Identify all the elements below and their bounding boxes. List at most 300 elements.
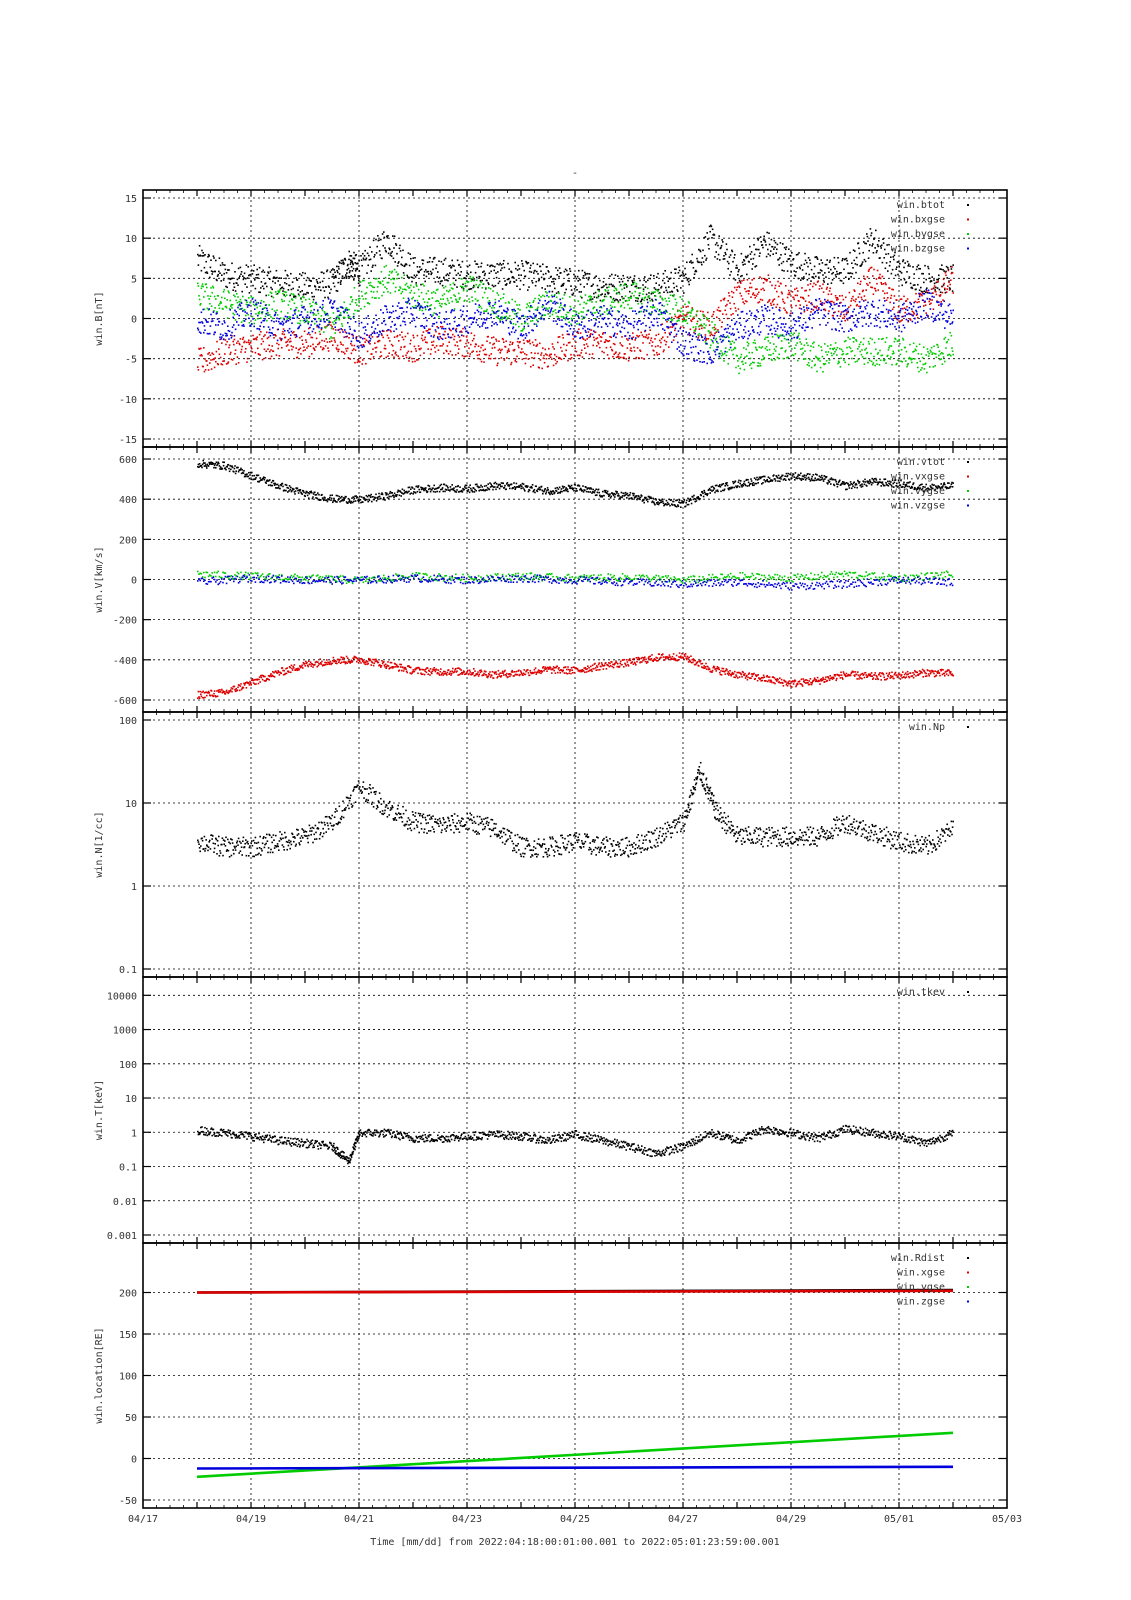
data-point: [753, 329, 755, 331]
data-point: [829, 288, 831, 290]
data-point: [690, 315, 692, 317]
data-point: [514, 281, 516, 283]
panels: [94, 190, 1022, 1525]
data-point: [237, 307, 239, 309]
data-point: [255, 319, 257, 321]
data-point: [587, 273, 589, 275]
data-point: [202, 252, 204, 254]
data-point: [705, 336, 707, 338]
data-point: [932, 352, 934, 354]
data-point: [375, 315, 377, 317]
data-point: [834, 351, 836, 353]
data-point: [409, 253, 411, 255]
data-point: [875, 290, 877, 292]
data-point: [416, 274, 418, 276]
data-point: [779, 310, 781, 312]
data-point: [661, 298, 663, 300]
data-point: [243, 337, 245, 339]
data-point: [335, 329, 337, 331]
data-point: [627, 285, 629, 287]
data-point: [883, 257, 885, 259]
data-point: [724, 351, 726, 353]
data-point: [529, 267, 531, 269]
data-point: [429, 257, 431, 259]
data-point: [331, 326, 333, 328]
data-point: [359, 275, 361, 277]
data-point: [658, 334, 660, 336]
data-point: [647, 280, 649, 282]
data-point: [224, 264, 226, 266]
data-point: [311, 321, 313, 323]
data-point: [336, 308, 338, 310]
data-point: [328, 350, 330, 352]
data-point: [284, 282, 286, 284]
data-point: [796, 295, 798, 297]
data-point: [906, 366, 908, 368]
data-point: [312, 301, 314, 303]
data-point: [791, 307, 793, 309]
data-point: [462, 261, 464, 263]
data-point: [817, 272, 819, 274]
data-point: [249, 322, 251, 324]
data-point: [748, 335, 750, 337]
data-point: [323, 348, 325, 350]
data-point: [359, 361, 361, 363]
data-point: [716, 242, 718, 244]
data-point: [425, 317, 427, 319]
data-point: [780, 242, 782, 244]
data-point: [382, 337, 384, 339]
data-point: [556, 361, 558, 363]
data-point: [791, 252, 793, 254]
data-point: [260, 331, 262, 333]
data-point: [348, 337, 350, 339]
data-point: [634, 321, 636, 323]
data-point: [682, 313, 684, 315]
data-point: [294, 303, 296, 305]
data-point: [346, 332, 348, 334]
data-point: [778, 285, 780, 287]
data-point: [447, 334, 449, 336]
data-point: [226, 299, 228, 301]
data-point: [250, 302, 252, 304]
data-point: [489, 342, 491, 344]
data-point: [427, 262, 429, 264]
data-point: [925, 354, 927, 356]
data-point: [849, 338, 851, 340]
data-point: [306, 280, 308, 282]
data-point: [454, 317, 456, 319]
data-point: [804, 350, 806, 352]
data-point: [763, 236, 765, 238]
data-point: [265, 313, 267, 315]
data-point: [913, 312, 915, 314]
data-point: [480, 281, 482, 283]
data-point: [888, 347, 890, 349]
data-point: [239, 344, 241, 346]
data-point: [885, 268, 887, 270]
data-point: [613, 302, 615, 304]
data-point: [760, 289, 762, 291]
data-point: [290, 273, 292, 275]
data-point: [209, 362, 211, 364]
data-point: [381, 271, 383, 273]
data-point: [250, 325, 252, 327]
data-point: [787, 297, 789, 299]
data-point: [510, 364, 512, 366]
data-point: [694, 333, 696, 335]
data-point: [870, 228, 872, 230]
data-point: [234, 310, 236, 312]
data-point: [373, 256, 375, 258]
data-point: [396, 253, 398, 255]
data-point: [406, 352, 408, 354]
data-point: [817, 280, 819, 282]
data-point: [566, 345, 568, 347]
data-point: [496, 292, 498, 294]
data-point: [871, 267, 873, 269]
data-point: [403, 311, 405, 313]
data-point: [242, 296, 244, 298]
data-point: [410, 308, 412, 310]
data-point: [763, 282, 765, 284]
data-point: [595, 301, 597, 303]
data-point: [292, 288, 294, 290]
data-point: [783, 358, 785, 360]
data-point: [210, 267, 212, 269]
data-point: [786, 339, 788, 341]
data-point: [633, 279, 635, 281]
data-point: [327, 324, 329, 326]
data-point: [217, 275, 219, 277]
data-point: [774, 328, 776, 330]
data-point: [380, 309, 382, 311]
data-point: [589, 336, 591, 338]
data-point: [781, 291, 783, 293]
data-point: [619, 342, 621, 344]
data-point: [694, 360, 696, 362]
data-point: [323, 273, 325, 275]
data-point: [348, 251, 350, 253]
data-point: [744, 260, 746, 262]
data-point: [426, 293, 428, 295]
data-point: [224, 322, 226, 324]
data-point: [205, 320, 207, 322]
data-point: [676, 302, 678, 304]
data-point: [350, 343, 352, 345]
data-point: [946, 291, 948, 293]
data-point: [741, 336, 743, 338]
data-point: [299, 273, 301, 275]
data-point: [219, 308, 221, 310]
data-point: [534, 353, 536, 355]
data-point: [673, 294, 675, 296]
data-point: [373, 331, 375, 333]
data-point: [242, 338, 244, 340]
data-point: [754, 297, 756, 299]
data-point: [242, 310, 244, 312]
data-point: [935, 291, 937, 293]
data-point: [353, 316, 355, 318]
data-point: [499, 321, 501, 323]
data-point: [547, 309, 549, 311]
data-point: [266, 320, 268, 322]
data-point: [828, 310, 830, 312]
data-point: [556, 323, 558, 325]
data-point: [203, 296, 205, 298]
data-point: [611, 274, 613, 276]
data-point: [397, 273, 399, 275]
data-point: [573, 338, 575, 340]
data-point: [468, 342, 470, 344]
data-point: [675, 323, 677, 325]
data-point: [354, 345, 356, 347]
data-point: [340, 280, 342, 282]
data-point: [808, 257, 810, 259]
data-point: [891, 295, 893, 297]
data-point: [843, 299, 845, 301]
data-point: [540, 313, 542, 315]
data-point: [423, 326, 425, 328]
data-point: [599, 310, 601, 312]
data-point: [562, 285, 564, 287]
data-point: [448, 328, 450, 330]
data-point: [683, 355, 685, 357]
data-point: [923, 305, 925, 307]
data-point: [813, 283, 815, 285]
data-point: [339, 262, 341, 264]
data-point: [352, 334, 354, 336]
data-point: [249, 305, 251, 307]
data-point: [912, 288, 914, 290]
data-point: [896, 363, 898, 365]
data-point: [565, 350, 567, 352]
data-point: [657, 273, 659, 275]
data-point: [941, 286, 943, 288]
data-point: [474, 261, 476, 263]
data-point: [338, 310, 340, 312]
data-point: [544, 296, 546, 298]
data-point: [637, 300, 639, 302]
data-point: [272, 327, 274, 329]
data-point: [349, 358, 351, 360]
data-point: [555, 320, 557, 322]
data-point: [451, 301, 453, 303]
data-point: [726, 243, 728, 245]
data-point: [691, 352, 693, 354]
data-point: [497, 317, 499, 319]
data-point: [707, 312, 709, 314]
data-point: [725, 347, 727, 349]
data-point: [263, 301, 265, 303]
data-point: [606, 284, 608, 286]
data-point: [301, 275, 303, 277]
data-point: [717, 245, 719, 247]
data-point: [403, 297, 405, 299]
data-point: [432, 325, 434, 327]
data-point: [885, 341, 887, 343]
data-point: [726, 249, 728, 251]
data-point: [400, 349, 402, 351]
data-point: [550, 354, 552, 356]
data-point: [860, 341, 862, 343]
data-point: [559, 299, 561, 301]
data-point: [369, 336, 371, 338]
data-point: [352, 350, 354, 352]
data-point: [643, 358, 645, 360]
data-point: [276, 270, 278, 272]
data-point: [544, 349, 546, 351]
data-point: [592, 315, 594, 317]
data-point: [783, 336, 785, 338]
data-point: [322, 304, 324, 306]
data-point: [538, 367, 540, 369]
data-point: [732, 328, 734, 330]
data-point: [721, 245, 723, 247]
data-point: [585, 273, 587, 275]
data-point: [951, 266, 953, 268]
data-point: [292, 346, 294, 348]
data-point: [198, 329, 200, 331]
data-point: [827, 345, 829, 347]
data-point: [665, 287, 667, 289]
data-point: [919, 361, 921, 363]
data-point: [738, 331, 740, 333]
data-point: [698, 353, 700, 355]
data-point: [779, 257, 781, 259]
data-point: [733, 303, 735, 305]
data-point: [519, 289, 521, 291]
data-point: [645, 330, 647, 332]
data-point: [683, 292, 685, 294]
data-point: [495, 358, 497, 360]
data-point: [495, 299, 497, 301]
data-point: [549, 316, 551, 318]
data-point: [848, 306, 850, 308]
data-point: [225, 344, 227, 346]
data-point: [709, 357, 711, 359]
data-point: [509, 344, 511, 346]
data-point: [679, 316, 681, 318]
data-point: [655, 346, 657, 348]
data-point: [797, 290, 799, 292]
data-point: [462, 314, 464, 316]
data-point: [830, 344, 832, 346]
data-point: [668, 286, 670, 288]
data-point: [208, 369, 210, 371]
data-point: [259, 292, 261, 294]
data-point: [418, 345, 420, 347]
data-point: [569, 342, 571, 344]
data-point: [665, 344, 667, 346]
data-point: [304, 331, 306, 333]
data-point: [627, 304, 629, 306]
data-point: [322, 310, 324, 312]
data-point: [939, 289, 941, 291]
data-point: [718, 235, 720, 237]
data-point: [533, 272, 535, 274]
data-point: [864, 259, 866, 261]
data-point: [516, 316, 518, 318]
data-point: [943, 356, 945, 358]
data-point: [465, 343, 467, 345]
data-point: [478, 285, 480, 287]
data-point: [592, 284, 594, 286]
data-point: [580, 284, 582, 286]
data-point: [508, 327, 510, 329]
data-point: [652, 300, 654, 302]
data-point: [277, 340, 279, 342]
data-point: [845, 297, 847, 299]
data-point: [468, 298, 470, 300]
data-point: [237, 356, 239, 358]
data-point: [273, 351, 275, 353]
data-point: [429, 332, 431, 334]
data-point: [490, 271, 492, 273]
data-point: [703, 316, 705, 318]
data-point: [401, 313, 403, 315]
data-point: [283, 300, 285, 302]
data-point: [201, 312, 203, 314]
data-point: [270, 358, 272, 360]
data-point: [663, 318, 665, 320]
data-point: [330, 289, 332, 291]
data-point: [402, 307, 404, 309]
data-point: [718, 356, 720, 358]
data-point: [714, 335, 716, 337]
data-point: [688, 353, 690, 355]
data-point: [218, 348, 220, 350]
data-point: [667, 318, 669, 320]
data-point: [898, 339, 900, 341]
data-point: [410, 340, 412, 342]
data-point: [676, 286, 678, 288]
data-point: [717, 309, 719, 311]
data-point: [261, 343, 263, 345]
data-point: [625, 316, 627, 318]
data-point: [322, 300, 324, 302]
data-point: [310, 324, 312, 326]
data-point: [904, 347, 906, 349]
data-point: [468, 273, 470, 275]
data-point: [670, 278, 672, 280]
data-point: [781, 347, 783, 349]
data-point: [796, 342, 798, 344]
data-point: [519, 304, 521, 306]
data-point: [337, 282, 339, 284]
data-point: [388, 253, 390, 255]
data-point: [757, 362, 759, 364]
data-point: [526, 307, 528, 309]
data-point: [348, 309, 350, 311]
data-point: [348, 315, 350, 317]
data-point: [578, 313, 580, 315]
data-point: [477, 358, 479, 360]
data-point: [285, 316, 287, 318]
data-point: [860, 281, 862, 283]
data-point: [357, 263, 359, 265]
data-point: [416, 285, 418, 287]
data-point: [525, 358, 527, 360]
data-point: [793, 332, 795, 334]
data-point: [776, 291, 778, 293]
data-point: [402, 265, 404, 267]
data-point: [349, 272, 351, 274]
data-point: [370, 334, 372, 336]
data-point: [635, 300, 637, 302]
data-point: [770, 329, 772, 331]
data-point: [497, 363, 499, 365]
